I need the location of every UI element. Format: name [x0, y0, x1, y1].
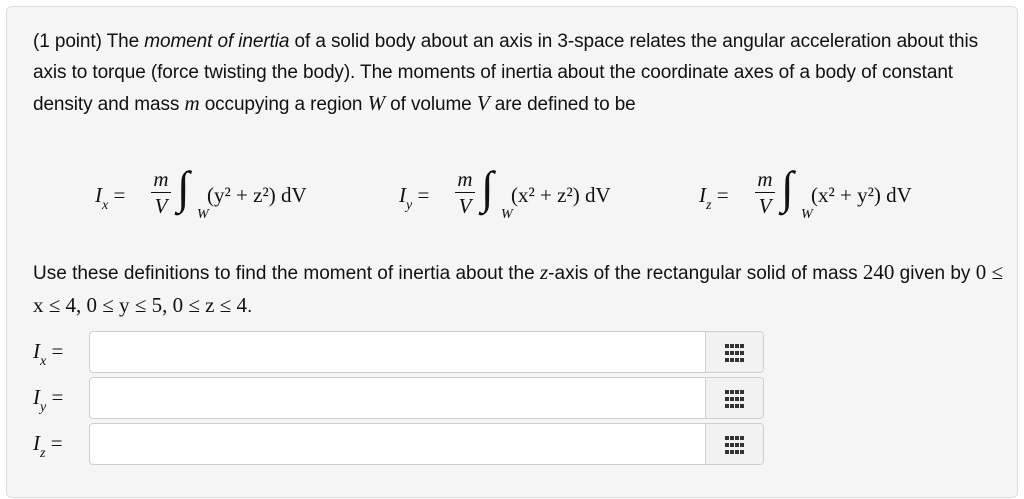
def-lhs: $I_x$ =: [95, 183, 126, 214]
answer-label-Iy: $I_y$ =: [33, 385, 64, 416]
var-z: z: [539, 260, 549, 284]
intro-text-5: are defined to be: [489, 94, 636, 115]
answer-row-Iy: [33, 377, 773, 421]
var-V: V: [476, 91, 490, 115]
problem-intro: [33, 27, 993, 121]
keypad-grid-icon: [725, 344, 745, 362]
def-integrand: (x² + z²) dV: [511, 183, 611, 207]
def-lhs: $I_y$ =: [399, 183, 430, 214]
integral-region: W: [801, 207, 813, 222]
problem-panel: [6, 6, 1018, 498]
var-W: W: [367, 91, 385, 115]
answer-label-Iz: $I_z$ =: [33, 431, 63, 462]
integral-sign: ∫: [177, 162, 190, 213]
keypad-grid-icon: [725, 390, 745, 408]
intro-text-1: (1 point) The: [33, 31, 145, 52]
question-text: [33, 257, 1003, 322]
definitions: [7, 163, 1019, 243]
intro-term: moment of inertia: [144, 31, 290, 52]
question-text-3: given by: [894, 263, 976, 284]
answer-label-Ix: $I_x$ =: [33, 339, 64, 370]
answer-row-Iz: [33, 423, 773, 467]
def-fraction: m V: [455, 168, 475, 217]
region-bounds: 0 ≤ x ≤ 4, 0 ≤ y ≤ 5, 0 ≤ z ≤ 4: [33, 260, 1003, 317]
integral-region: W: [197, 207, 209, 222]
intro-text-4: of volume: [384, 94, 477, 115]
answer-input-Ix[interactable]: [89, 331, 706, 373]
def-lhs: $I_z$ =: [699, 183, 729, 214]
def-integrand: (y² + z²) dV: [207, 183, 307, 207]
answer-row-Ix: [33, 331, 773, 375]
answer-input-Iy[interactable]: [89, 377, 706, 419]
question-text-2: -axis of the rectangular solid of mass: [548, 263, 863, 284]
mass-value: 240: [862, 260, 895, 284]
integral-sign: ∫: [781, 162, 794, 213]
def-fraction: m V: [151, 168, 171, 217]
intro-text-2: of a solid body about an axis in 3-space relates the angular acceleration about this axis to torque (force twisting the body). The moments of inertia about the coordinate axes of a body of constant density and mass: [33, 31, 978, 115]
question-text-1: Use these definitions to find the moment of inertia about the: [33, 263, 540, 284]
answer-input-Iz[interactable]: [89, 423, 706, 465]
keypad-grid-icon: [725, 436, 745, 454]
intro-text-3: occupying a region: [199, 94, 368, 115]
var-m: m: [184, 91, 200, 115]
integral-region: W: [501, 207, 513, 222]
integral-sign: ∫: [481, 162, 494, 213]
question-text-4: .: [246, 295, 253, 317]
definition-Iz: [699, 163, 979, 243]
definition-Iy: [399, 163, 669, 243]
keypad-button-Iy[interactable]: [706, 377, 764, 419]
keypad-button-Ix[interactable]: [706, 331, 764, 373]
def-fraction: m V: [755, 168, 775, 217]
def-integrand: (x² + y²) dV: [811, 183, 912, 207]
definition-Ix: [95, 163, 355, 243]
keypad-button-Iz[interactable]: [706, 423, 764, 465]
